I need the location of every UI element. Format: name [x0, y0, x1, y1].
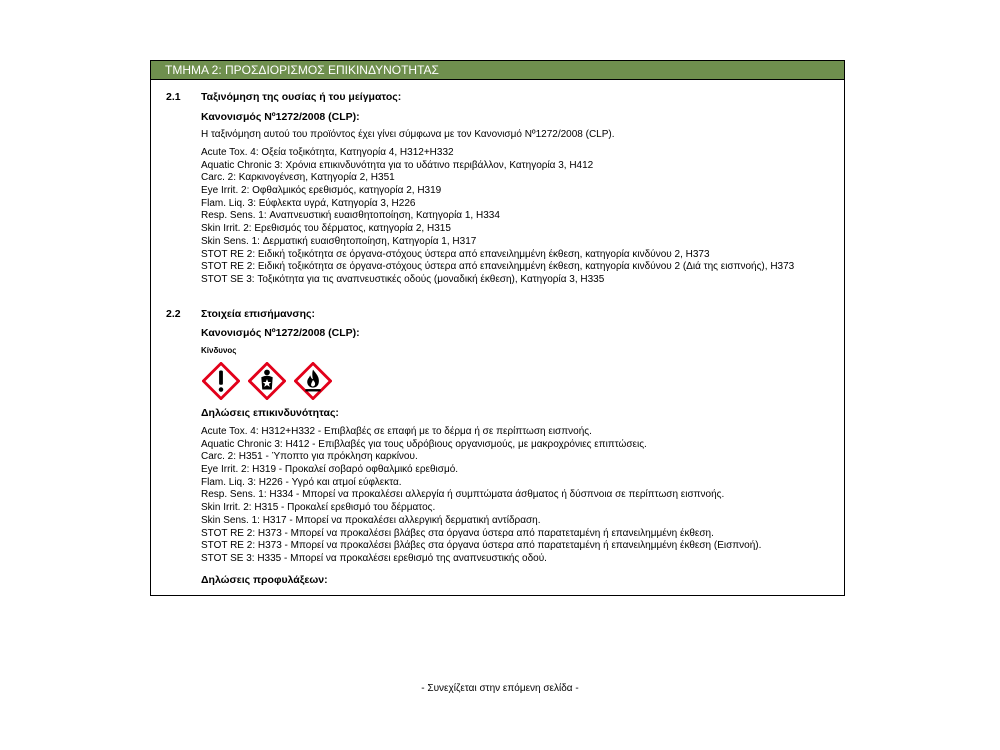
list-item: Resp. Sens. 1: Αναπνευστική ευαισθητοποίηση, Κατηγορία 1, H334 [201, 210, 500, 222]
list-item: Eye Irrit. 2: H319 - Προκαλεί σοβαρό οφθαλμικό ερεθισμό. [201, 464, 459, 476]
list-item: Aquatic Chronic 3: Χρόνια επικινδυνότητα για το υδάτινο περιβάλλον, Κατηγορία 3, H412 [201, 159, 594, 171]
list-item: Skin Irrit. 2: H315 - Προκαλεί ερεθισμό του δέρματος. [201, 502, 436, 514]
list-item: STOT RE 2: Ειδική τοξικότητα σε όργανα-στόχους ύστερα από επανειλημμένη έκθεση, κατηγορία κινδύνου 2, H373 [201, 248, 710, 260]
list-item: Skin Irrit. 2: Ερεθισμός του δέρματος, κατηγορία 2, H315 [201, 223, 451, 235]
classification-intro: Η ταξινόμηση αυτού του προϊόντος έχει γίνει σύμφωνα με τον Κανονισμό Nº1272/2008 (CLP). [201, 129, 615, 140]
hazard-statements-heading: Δηλώσεις επικινδυνότητας: [201, 407, 339, 419]
list-item: Carc. 2: Καρκινογένεση, Κατηγορία 2, H351 [201, 172, 395, 184]
hazard-statements-list [201, 426, 761, 566]
flame-icon [294, 362, 332, 400]
signal-word: Κίνδυνος [201, 346, 237, 355]
list-item: STOT RE 2: H373 - Μπορεί να προκαλέσει βλάβες στα όργανα ύστερα από παρατεταμένη ή επανειλημμένη έκθεση (Εισπνοή). [201, 540, 762, 552]
subsection-number: 2.2 [166, 308, 181, 320]
classification-list [201, 147, 794, 287]
ghs-pictograms [202, 362, 332, 400]
continued-footer: - Συνεχίζεται στην επόμενη σελίδα - [421, 683, 579, 694]
subsection-title: Ταξινόμηση της ουσίας ή του μείγματος: [201, 91, 402, 103]
list-item: Flam. Liq. 3: Εύφλεκτα υγρά, Κατηγορία 3, H226 [201, 197, 416, 209]
precautionary-statements-heading: Δηλώσεις προφυλάξεων: [201, 574, 328, 586]
list-item: STOT SE 3: H335 - Μπορεί να προκαλέσει ερεθισμό της αναπνευστικής οδού. [201, 552, 547, 564]
list-item: Resp. Sens. 1: H334 - Μπορεί να προκαλέσει αλλεργία ή συμπτώματα άσθματος ή δύσπνοια σε περίπτωση εισπνοής. [201, 489, 725, 501]
subsection-number: 2.1 [166, 91, 181, 103]
list-item: Flam. Liq. 3: H226 - Υγρό και ατμοί εύφλεκτα. [201, 476, 402, 488]
section-header: ΤΜΗΜΑ 2: ΠΡΟΣΔΙΟΡΙΣΜΟΣ ΕΠΙΚΙΝΔΥΝΟΤΗΤΑΣ [151, 61, 844, 80]
regulation-title: Κανονισμός Nº1272/2008 (CLP): [201, 327, 360, 339]
list-item: Skin Sens. 1: H317 - Μπορεί να προκαλέσει αλλεργική δερματική αντίδραση. [201, 514, 541, 526]
regulation-title: Κανονισμός Nº1272/2008 (CLP): [201, 111, 360, 123]
list-item: Aquatic Chronic 3: H412 - Επιβλαβές για τους υδρόβιους οργανισμούς, με μακροχρόνιες επιπτώσεις. [201, 438, 647, 450]
list-item: Skin Sens. 1: Δερματική ευαισθητοποίηση, Κατηγορία 1, H317 [201, 235, 477, 247]
list-item: Eye Irrit. 2: Οφθαλμικός ερεθισμός, κατηγορία 2, H319 [201, 185, 442, 197]
list-item: STOT RE 2: Ειδική τοξικότητα σε όργανα-στόχους ύστερα από επανειλημμένη έκθεση, κατηγορία κινδύνου 2 (Διά της εισπνοής), H373 [201, 261, 795, 273]
health-hazard-icon [248, 362, 286, 400]
list-item: Acute Tox. 4: H312+H332 - Επιβλαβές σε επαφή με το δέρμα ή σε περίπτωση εισπνοής. [201, 426, 592, 437]
list-item: STOT SE 3: Τοξικότητα για τις αναπνευστικές οδούς (μοναδική έκθεση), Κατηγορία 3, H335 [201, 273, 605, 285]
subsection-title: Στοιχεία επισήμανσης: [201, 308, 315, 320]
section-2-box [150, 60, 845, 596]
exclamation-mark-icon [202, 362, 240, 400]
list-item: Carc. 2: H351 - Ύποπτο για πρόκληση καρκίνου. [201, 451, 418, 463]
list-item: Acute Tox. 4: Οξεία τοξικότητα, Κατηγορία 4, H312+H332 [201, 147, 454, 158]
list-item: STOT RE 2: H373 - Μπορεί να προκαλέσει βλάβες στα όργανα ύστερα από παρατεταμένη ή επανειλημμένη έκθεση. [201, 527, 714, 539]
